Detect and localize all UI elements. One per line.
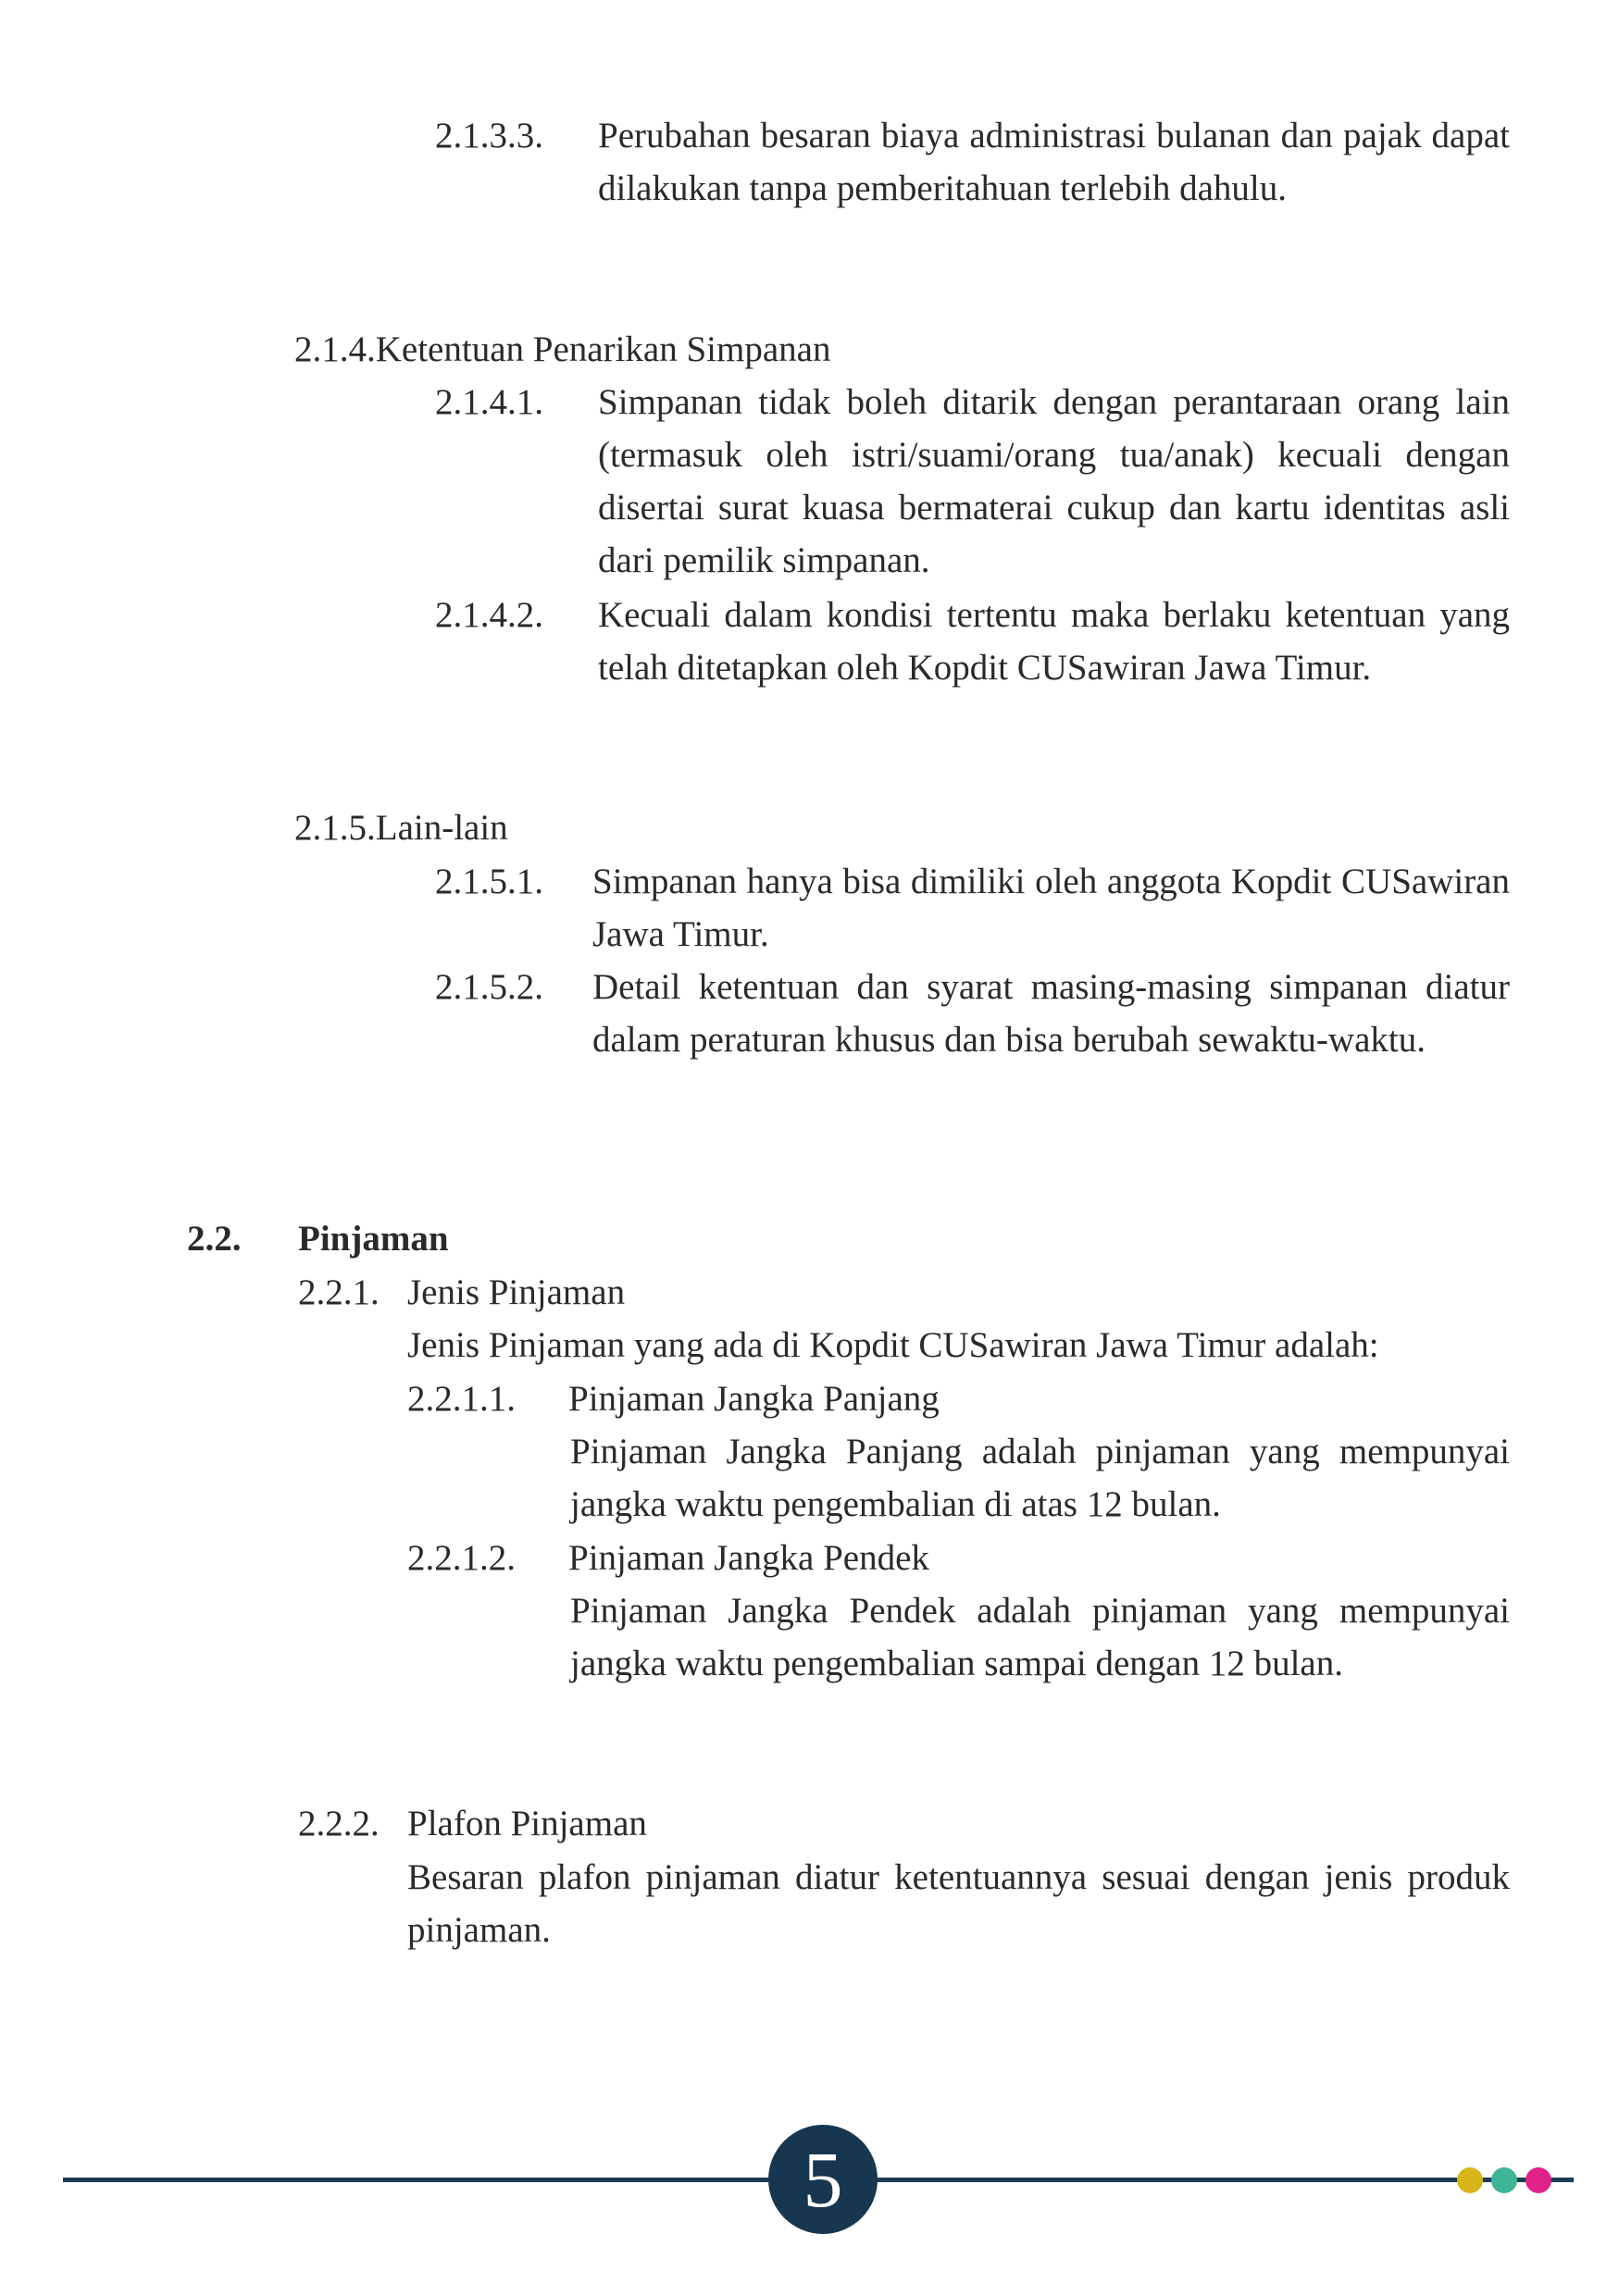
item-text: Detail ketentuan dan syarat masing-masing simpanan diatur dalam peraturan khusus dan bisa berubah sewaktu-waktu. <box>592 967 1510 1060</box>
subsection-title: Jenis Pinjaman <box>407 1272 626 1312</box>
item-number: 2.1.5.1. <box>435 862 543 901</box>
subsection-number: 2.2.2. <box>298 1804 380 1843</box>
item-title: Pinjaman Jangka Pendek <box>568 1538 929 1578</box>
chapter-title: Pinjaman <box>298 1219 449 1259</box>
footer-dot-pink <box>1526 2167 1551 2193</box>
section-heading: 2.1.5.Lain-lain <box>294 808 508 848</box>
subsection-number: 2.2.1. <box>298 1272 380 1312</box>
footer-dot-yellow <box>1457 2167 1483 2193</box>
item-number: 2.1.4.2. <box>435 595 543 635</box>
footer-dot-green <box>1491 2167 1517 2193</box>
item-title: Pinjaman Jangka Panjang <box>568 1379 940 1419</box>
item-number: 2.1.4.1. <box>435 382 543 422</box>
item-text: Simpanan tidak boleh ditarik dengan perantaraan orang lain (termasuk oleh istri/suami/orang tua/anak) kecuali dengan disertai surat kuasa bermaterai cukup dan kartu identitas asli dari pemilik simpanan. <box>598 382 1510 580</box>
page-number: 5 <box>768 2125 878 2234</box>
subsection-title: Plafon Pinjaman <box>407 1804 647 1843</box>
item-number: 2.1.3.3. <box>435 116 543 155</box>
item-text: Kecuali dalam kondisi tertentu maka berlaku ketentuan yang telah ditetapkan oleh Kopdit CUSawiran Jawa Timur. <box>598 595 1510 688</box>
chapter-number: 2.2. <box>187 1219 242 1259</box>
subsection-intro: Jenis Pinjaman yang ada di Kopdit CUSawiran Jawa Timur adalah: <box>407 1325 1379 1365</box>
item-number: 2.1.5.2. <box>435 967 543 1007</box>
subsection-text: Besaran plafon pinjaman diatur ketentuannya sesuai dengan jenis produk pinjaman. <box>407 1857 1510 1950</box>
item-text: Perubahan besaran biaya administrasi bulanan dan pajak dapat dilakukan tanpa pemberitahuan terlebih dahulu. <box>598 116 1510 208</box>
item-text: Pinjaman Jangka Panjang adalah pinjaman yang mempunyai jangka waktu pengembalian di atas 12 bulan. <box>570 1432 1510 1524</box>
section-heading: 2.1.4.Ketentuan Penarikan Simpanan <box>294 329 831 369</box>
item-text: Simpanan hanya bisa dimiliki oleh anggota Kopdit CUSawiran Jawa Timur. <box>592 862 1510 954</box>
item-text: Pinjaman Jangka Pendek adalah pinjaman yang mempunyai jangka waktu pengembalian sampai dengan 12 bulan. <box>570 1591 1510 1683</box>
item-number: 2.2.1.2. <box>407 1538 516 1578</box>
item-number: 2.2.1.1. <box>407 1379 516 1419</box>
